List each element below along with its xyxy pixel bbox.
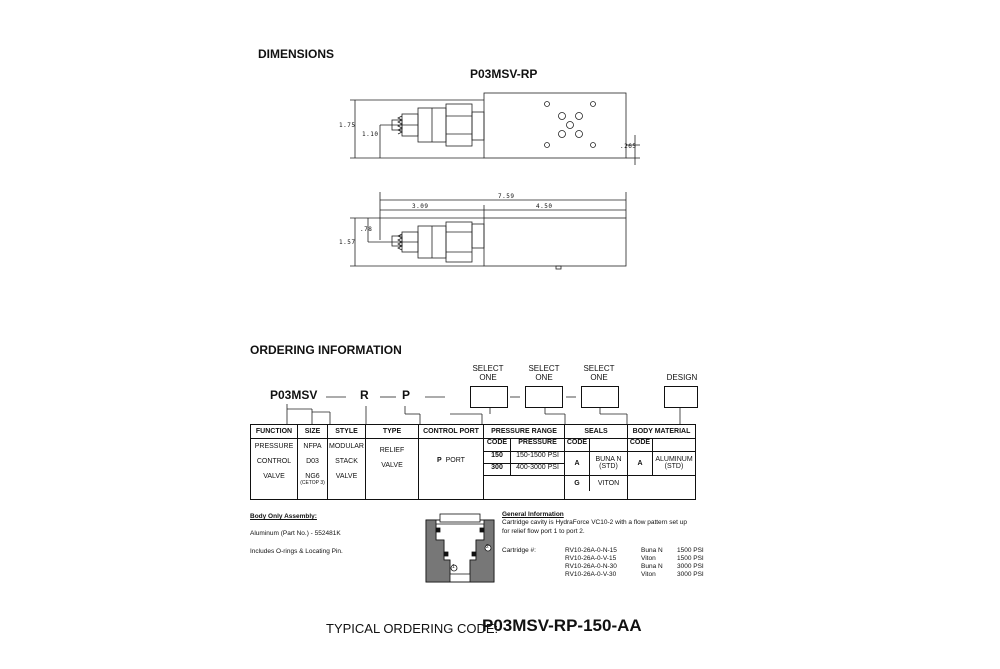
header-type: TYPE [366,425,419,439]
dim-label: 4.50 [536,203,553,210]
cartridge-list [565,547,704,579]
general-title: General Information [502,511,564,518]
type-cell [366,439,419,500]
body-value: ALUMINUM (STD) [653,451,696,475]
body-only-line: Aluminum (Part No.) - 552481K [250,530,341,537]
type-line: RELIEF [379,447,405,454]
pressure-value: 400-3000 PSI [511,463,565,475]
pressure-code-header: CODE [484,439,511,451]
style-cell [328,439,366,500]
header-size: SIZE [298,425,328,439]
pressure-code: 150 [484,451,511,463]
header-pressure-range: PRESSURE RANGE [484,425,565,439]
control-port-code: P [437,457,442,464]
size-line: NFPA [303,443,322,450]
control-port-label: PORT [445,457,465,464]
ordering-heading: ORDERING INFORMATION [250,343,402,357]
code-p: P [402,388,411,402]
header-style: STYLE [328,425,366,439]
general-line: for relief flow port 1 to port 2. [502,528,585,535]
function-cell [251,439,298,500]
header-body-material: BODY MATERIAL [628,425,696,439]
code-r: R [360,388,369,402]
pressure-value: 150-1500 PSI [511,451,565,463]
seals-code-header: CODE [565,439,590,451]
select-one-label: SELECT ONE [472,364,504,382]
select-one-label: SELECT ONE [583,364,615,382]
body-code-header: CODE [628,439,653,451]
size-cell [298,439,328,500]
seal-value: VITON [597,479,620,487]
general-line: Cartridge cavity is HydraForce VC10-2 with a flow pattern set up [502,519,687,526]
style-line: MODULAR [328,443,364,450]
design-label: DESIGN [666,373,698,382]
header-seals: SEALS [565,425,628,439]
seal-code: G [565,475,590,491]
dim-label: 7.59 [498,193,515,200]
type-line: VALVE [381,462,403,469]
design-box[interactable] [664,386,698,408]
code-base: P03MSV [270,388,318,402]
port-label: 1 [452,564,455,570]
select-box-seals[interactable] [525,386,563,408]
pressure-cell [484,439,565,500]
pressure-header: PRESSURE [511,439,565,451]
dim-label: 1.57 [339,239,356,246]
seals-cell [565,439,628,500]
typical-code: P03MSV-RP-150-AA [482,616,642,635]
seal-code: A [565,451,590,475]
ordering-table [250,424,696,500]
dim-label: 1.75 [339,122,356,129]
cartridge-row: RV10-26A-0-N-15 Buna N 1500 PSI [565,547,704,554]
function-line: CONTROL [256,458,292,465]
port-label: 2 [486,544,489,550]
function-line: VALVE [263,473,285,480]
cartridge-label: Cartridge #: [502,547,536,554]
cartridge-row: RV10-26A-0-N-30 Buna N 3000 PSI [565,563,704,570]
cartridge-row: RV10-26A-0-V-15 Viton 1500 PSI [565,555,704,562]
dim-label: 3.09 [412,203,429,210]
body-material-cell [628,439,696,500]
select-box-pressure[interactable] [470,386,508,408]
dim-label: .78 [360,226,373,233]
size-line: D03 [306,458,319,465]
body-only-line: Includes O-rings & Locating Pin. [250,548,343,555]
body-code: A [628,451,653,475]
typical-label: TYPICAL ORDERING CODE: [326,621,499,636]
size-line: NG6 [305,473,320,480]
size-line: (CETOP 3) [300,480,325,486]
style-line: STACK [335,458,358,465]
select-one-label: SELECT ONE [528,364,560,382]
select-box-body[interactable] [581,386,619,408]
function-line: PRESSURE [254,443,294,450]
bottom-view-body [484,218,626,266]
seal-value: BUNA N (STD) [590,451,628,475]
header-function: FUNCTION [251,425,298,439]
style-line: VALVE [335,473,358,480]
cartridge-row: RV10-26A-0-V-30 Viton 3000 PSI [565,571,704,578]
top-view-body [484,93,626,158]
pressure-code: 300 [484,463,511,475]
header-control-port: CONTROL PORT [419,425,484,439]
body-only-title: Body Only Assembly: [250,513,317,520]
part-title: P03MSV-RP [470,67,538,81]
control-port-cell [419,439,484,500]
dim-label: 1.10 [362,131,379,138]
dimensions-heading: DIMENSIONS [258,47,335,61]
dim-label: .265 [620,143,637,150]
